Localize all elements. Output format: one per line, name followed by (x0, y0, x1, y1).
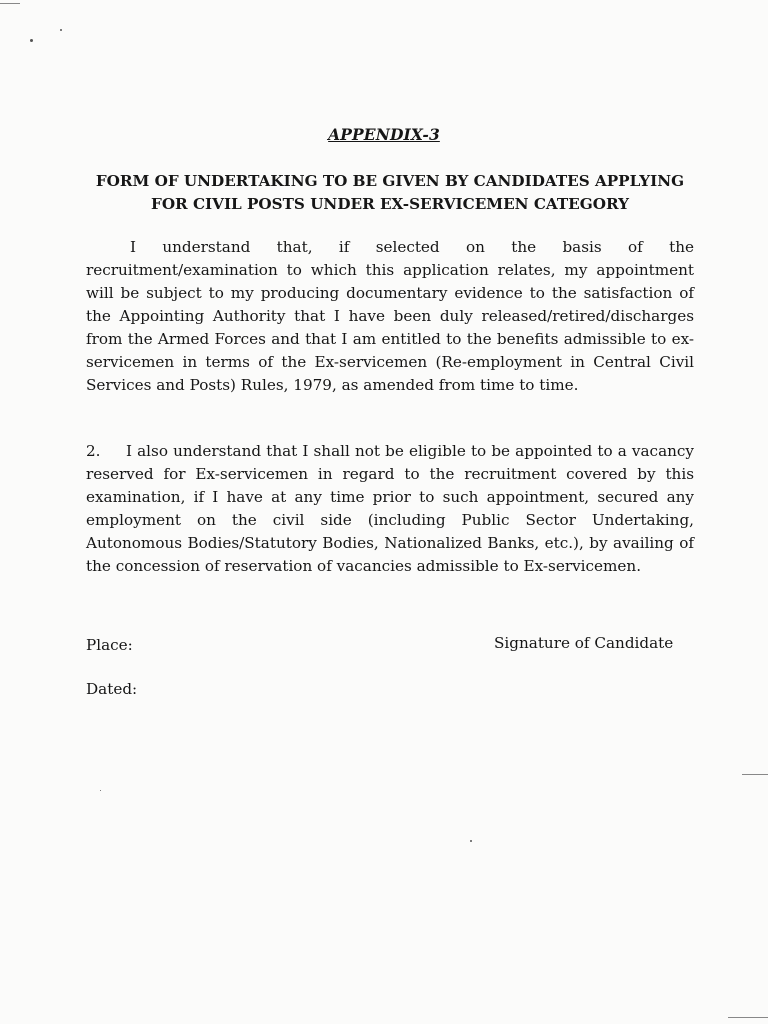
paragraph-2 (86, 440, 694, 578)
document-title (90, 170, 690, 216)
paragraph-2-number: 2. (86, 442, 101, 460)
scan-speck (30, 39, 33, 42)
title-line-1: FORM OF UNDERTAKING TO BE GIVEN BY CANDIDATES APPLYING (95, 172, 685, 190)
scan-speck (60, 29, 62, 31)
title-line-2: FOR CIVIL POSTS UNDER EX-SERVICEMEN CATEGORY (151, 195, 629, 213)
scan-speck (100, 790, 101, 791)
paragraph-1: I understand that, if selected on the basis of the recruitment/examination to which this application relates, my appointment will be subject to my producing documentary evidence to the satisfaction of the Appointing Authority that I have been duly released/retired/discharges from the Armed Forces and that I am entitled to the benefits admissible to ex-servicemen in terms of the Ex-servicemen (Re-employment in Central Civil Services and Posts) Rules, 1979, as amended from time to time. (86, 238, 694, 394)
appendix-heading: APPENDIX-3 (328, 125, 440, 144)
scan-speck (470, 840, 472, 842)
paragraph-2-text: I also understand that I shall not be eligible to be appointed to a vacancy reserved for Ex-servicemen in regard to the recruitment covered by this examination, if I have at any time prior to such appointment, secured any employment on the civil side (including Public Sector Undertaking, Autonomous Bodies/Statutory Bodies, Nationalized Banks, etc.), by availing of the concession of reservation of vacancies admissible to Ex-servicemen. (86, 442, 694, 575)
signature-label: Signature of Candidate (494, 634, 674, 652)
scan-edge-mark (728, 1017, 768, 1018)
place-label: Place: (86, 636, 133, 654)
scan-edge-mark (0, 3, 20, 4)
scan-edge-mark (742, 774, 768, 775)
dated-label: Dated: (86, 680, 138, 698)
